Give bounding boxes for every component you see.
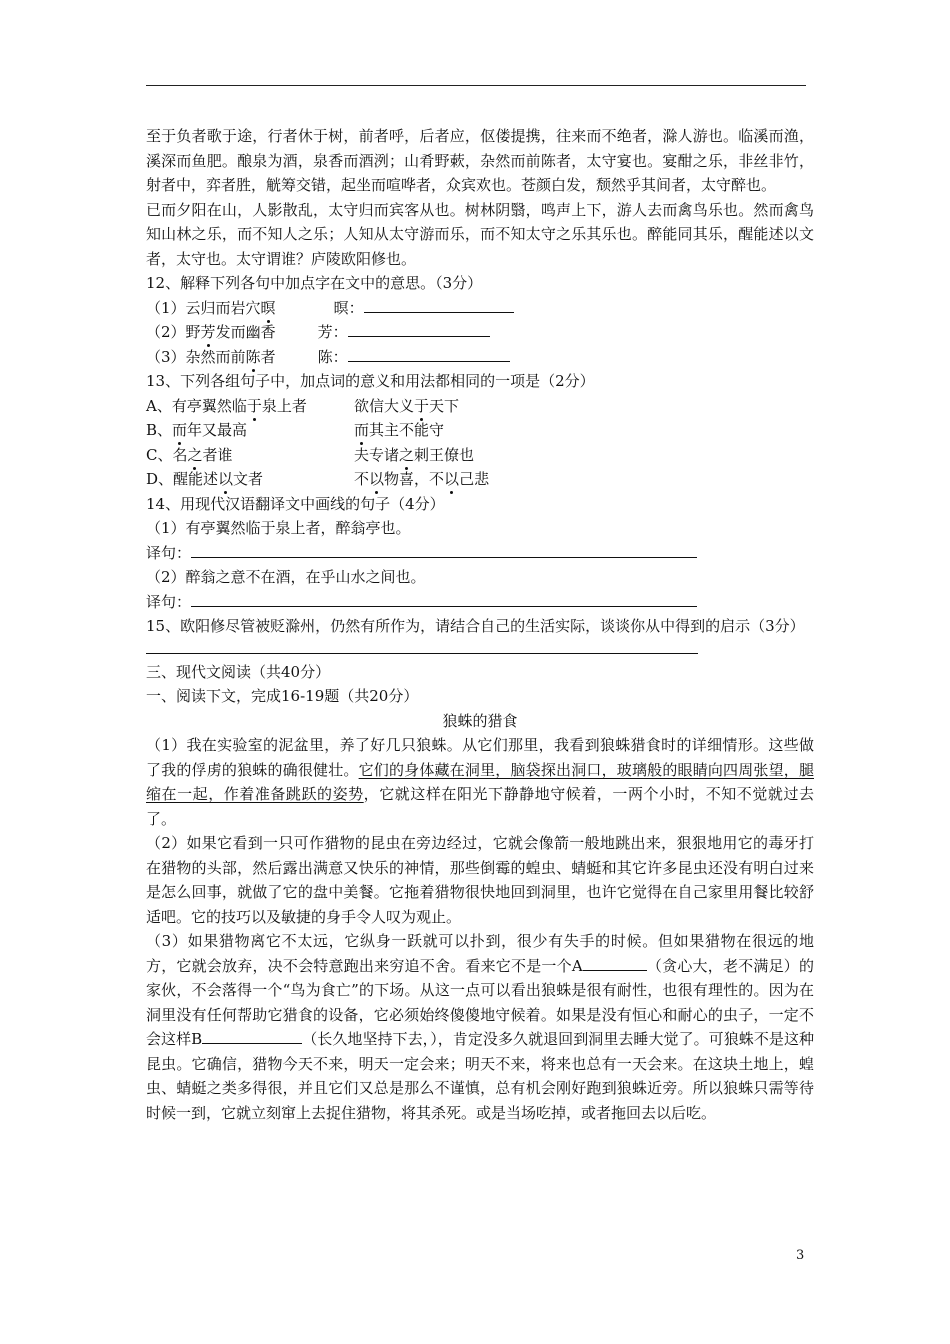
question-14-item-1: （1）有亭翼然临于泉上者，醉翁亭也。 xyxy=(146,519,411,537)
translation-line-2 xyxy=(146,590,814,615)
reading-instructions: 一、阅读下文，完成16-19题（共20分） xyxy=(146,687,419,705)
option-b xyxy=(146,418,814,443)
option-text: 不 xyxy=(354,470,370,488)
option-text: 其主不能守 xyxy=(369,421,445,439)
option-c xyxy=(146,443,814,468)
blank-a[interactable] xyxy=(583,954,647,971)
classical-text-paragraph-2: 已而夕阳在山，人影散乱，太守归而宾客从也。树林阴翳，鸣声上下，游人去而禽鸟乐也。然而禽鸟知山林之乐，而不知人之乐；人知从太守游而乐，而不知太守之乐其乐也。醉能同其乐，醒能述以文者，太守也。太守谓谁？庐陵欧阳修也。 xyxy=(146,200,814,268)
article-paragraph-2: （2）如果它看到一只可作猎物的昆虫在旁边经过，它就会像箭一般地跳出来，狠狠地用它的毒牙打在猎物的头部，然后露出满意又快乐的神情，那些倒霉的蝗虫、蜻蜓和其它许多昆虫还没有明白过来是怎么回事，就做了它的盘中美餐。它拖着猎物很快地回到洞里，也许它觉得在自己家里用餐比较舒适吧。它的技巧以及敏捷的身手令人叹为观止。 xyxy=(146,834,814,926)
question-15: 15、欧阳修尽管被贬滁州，仍然有所作为，请结合自己的生活实际，谈谈你从中得到的启示（3分） xyxy=(146,617,805,635)
answer-blank[interactable] xyxy=(348,345,510,362)
answer-line[interactable] xyxy=(146,653,698,654)
option-text: D、醒能述 xyxy=(146,470,219,488)
page-number: 3 xyxy=(796,1248,805,1263)
translation-line-1 xyxy=(146,541,814,566)
option-text: C、名 xyxy=(146,445,188,464)
article-paragraph-1 xyxy=(146,733,814,831)
underlined-sentence: 它们的身体藏在洞里，脑袋探出洞口，玻璃般的眼睛向四周张望，腿缩在一起，作着准备跳跃的姿势 xyxy=(146,760,814,803)
option-text: 欲信大义 xyxy=(354,396,415,415)
dotted-char: 于 xyxy=(414,396,430,415)
dotted-char: 之 xyxy=(399,445,415,464)
paragraph-text: ，它就这样在阳光下静静地守候着，一两个小时，不知不觉就过去了。 xyxy=(146,785,814,828)
article-title: 狼蛛的猎食 xyxy=(442,711,518,730)
article-paragraph-3 xyxy=(146,929,814,1125)
item-text: 发而幽香 xyxy=(215,323,276,341)
answer-blank[interactable] xyxy=(191,541,697,558)
classical-text-paragraph-1: 至于负者歌于途，行者休于树，前者呼，后者应，伛偻提携，往来而不绝者，滁人游也。临溪而渔，溪深而鱼肥。酿泉为酒，泉香而酒洌；山肴野蔌，杂然而前陈者，太守宴也。宴酣之乐，非丝非竹，射者中，弈者胜，觥筹交错，起坐而喧哗者，众宾欢也。苍颜白发，颓然乎其间者，太守醉也。 xyxy=(146,127,814,194)
question-14: 14、用现代汉语翻译文中画线的句子（4分） xyxy=(146,494,445,513)
translation-label: 译句： xyxy=(146,543,192,562)
paragraph-text: （贪心大，老不满足）的家伙，不会落得一个“鸟为食亡”的下场。从这一点可以看出狼蛛是很有耐性，也很有理性的。因为在洞里没有任何帮助它猎食的设备，它必须始终傻傻地守候着。如果是没有恒心和耐心的虫子，一定不会这样B xyxy=(146,956,814,1048)
dotted-char: 陈 xyxy=(245,347,261,366)
section-3-heading: 三、现代文阅读（共40分） xyxy=(146,662,331,681)
question-12-item-1 xyxy=(146,296,814,321)
item-text: （3）杂然而前 xyxy=(146,347,246,366)
dotted-char: 芳 xyxy=(200,323,216,341)
question-14-item-2: （2）醉翁之意不在酒，在乎山水之间也。 xyxy=(146,568,426,586)
dotted-char: 以 xyxy=(444,470,460,488)
paragraph-text: （长久地坚持下去，），肯定没多久就退回到洞里去睡大觉了。可狼蛛不是这种昆虫。它确信，猎物今天不来，明天一定会来；明天不来，将来也总有一天会来。在这块土地上，蝗虫、蜻蜓之类多得很，并且它们又总是那么不谨慎，总有机会刚好跑到狼蛛近旁。所以狼蛛只需等待时候一到，它就立刻窜上去捉住猎物，将其杀死。或是当场吃掉，或者拖回去以后吃。 xyxy=(146,1030,814,1122)
option-text: 夫专诸 xyxy=(354,445,400,464)
dotted-char: 而 xyxy=(354,421,370,439)
option-text: 天下 xyxy=(429,396,460,415)
option-text: 文者 xyxy=(233,470,264,488)
answer-blank[interactable] xyxy=(364,296,514,313)
dotted-char: 以 xyxy=(218,470,234,488)
item-text: 者 xyxy=(260,347,276,366)
item-label: 陈： xyxy=(317,347,348,366)
paragraph-text: （3）如果猎物离它不太远，它纵身一跃就可以扑到，很少有失手的时候。但如果猎物在很远的地方，它就会放弃，决不会特意跑出来穷追不舍。看来它不是一个A xyxy=(146,932,814,975)
dotted-char: 暝 xyxy=(260,298,276,317)
item-label: 暝： xyxy=(333,298,364,317)
header-rule xyxy=(146,85,806,86)
translation-label: 译句： xyxy=(146,592,192,611)
question-12: 12、解释下列各句中加点字在文中的意思。（3分） xyxy=(146,274,483,292)
blank-b[interactable] xyxy=(202,1027,302,1044)
dotted-char: 而 xyxy=(172,421,188,439)
option-text: 泉上者 xyxy=(261,396,307,415)
answer-blank[interactable] xyxy=(348,320,490,337)
item-text: （2）野 xyxy=(146,323,201,341)
option-text: 己悲 xyxy=(459,470,490,488)
option-text: 刺王僚也 xyxy=(414,445,475,464)
paragraph-text: （1）我在实验室的泥盆里，养了好几只狼蛛。从它们那里，我看到狼蛛猎食时的详细情形。这些做了我的俘虏的狼蛛的确很健壮。 xyxy=(146,736,814,779)
item-text: （1）云归而岩穴 xyxy=(146,298,261,317)
option-text: A、有亭翼然临 xyxy=(146,396,247,415)
answer-blank[interactable] xyxy=(191,590,697,607)
question-12-item-3 xyxy=(146,345,814,370)
option-d xyxy=(146,467,814,492)
dotted-char: 之 xyxy=(187,445,203,464)
dotted-char: 以 xyxy=(369,470,385,488)
option-a xyxy=(146,394,814,419)
question-12-item-2 xyxy=(146,320,814,345)
option-text: 物喜，不 xyxy=(384,470,445,488)
document-body xyxy=(146,124,814,1125)
option-text: B、 xyxy=(146,421,173,439)
option-text: 者谁 xyxy=(202,445,233,464)
item-label: 芳： xyxy=(317,323,348,341)
question-13: 13、下列各组句子中，加点词的意义和用法都相同的一项是（2分） xyxy=(146,372,595,390)
dotted-char: 于 xyxy=(246,396,262,415)
option-text: 年又最高 xyxy=(187,421,248,439)
